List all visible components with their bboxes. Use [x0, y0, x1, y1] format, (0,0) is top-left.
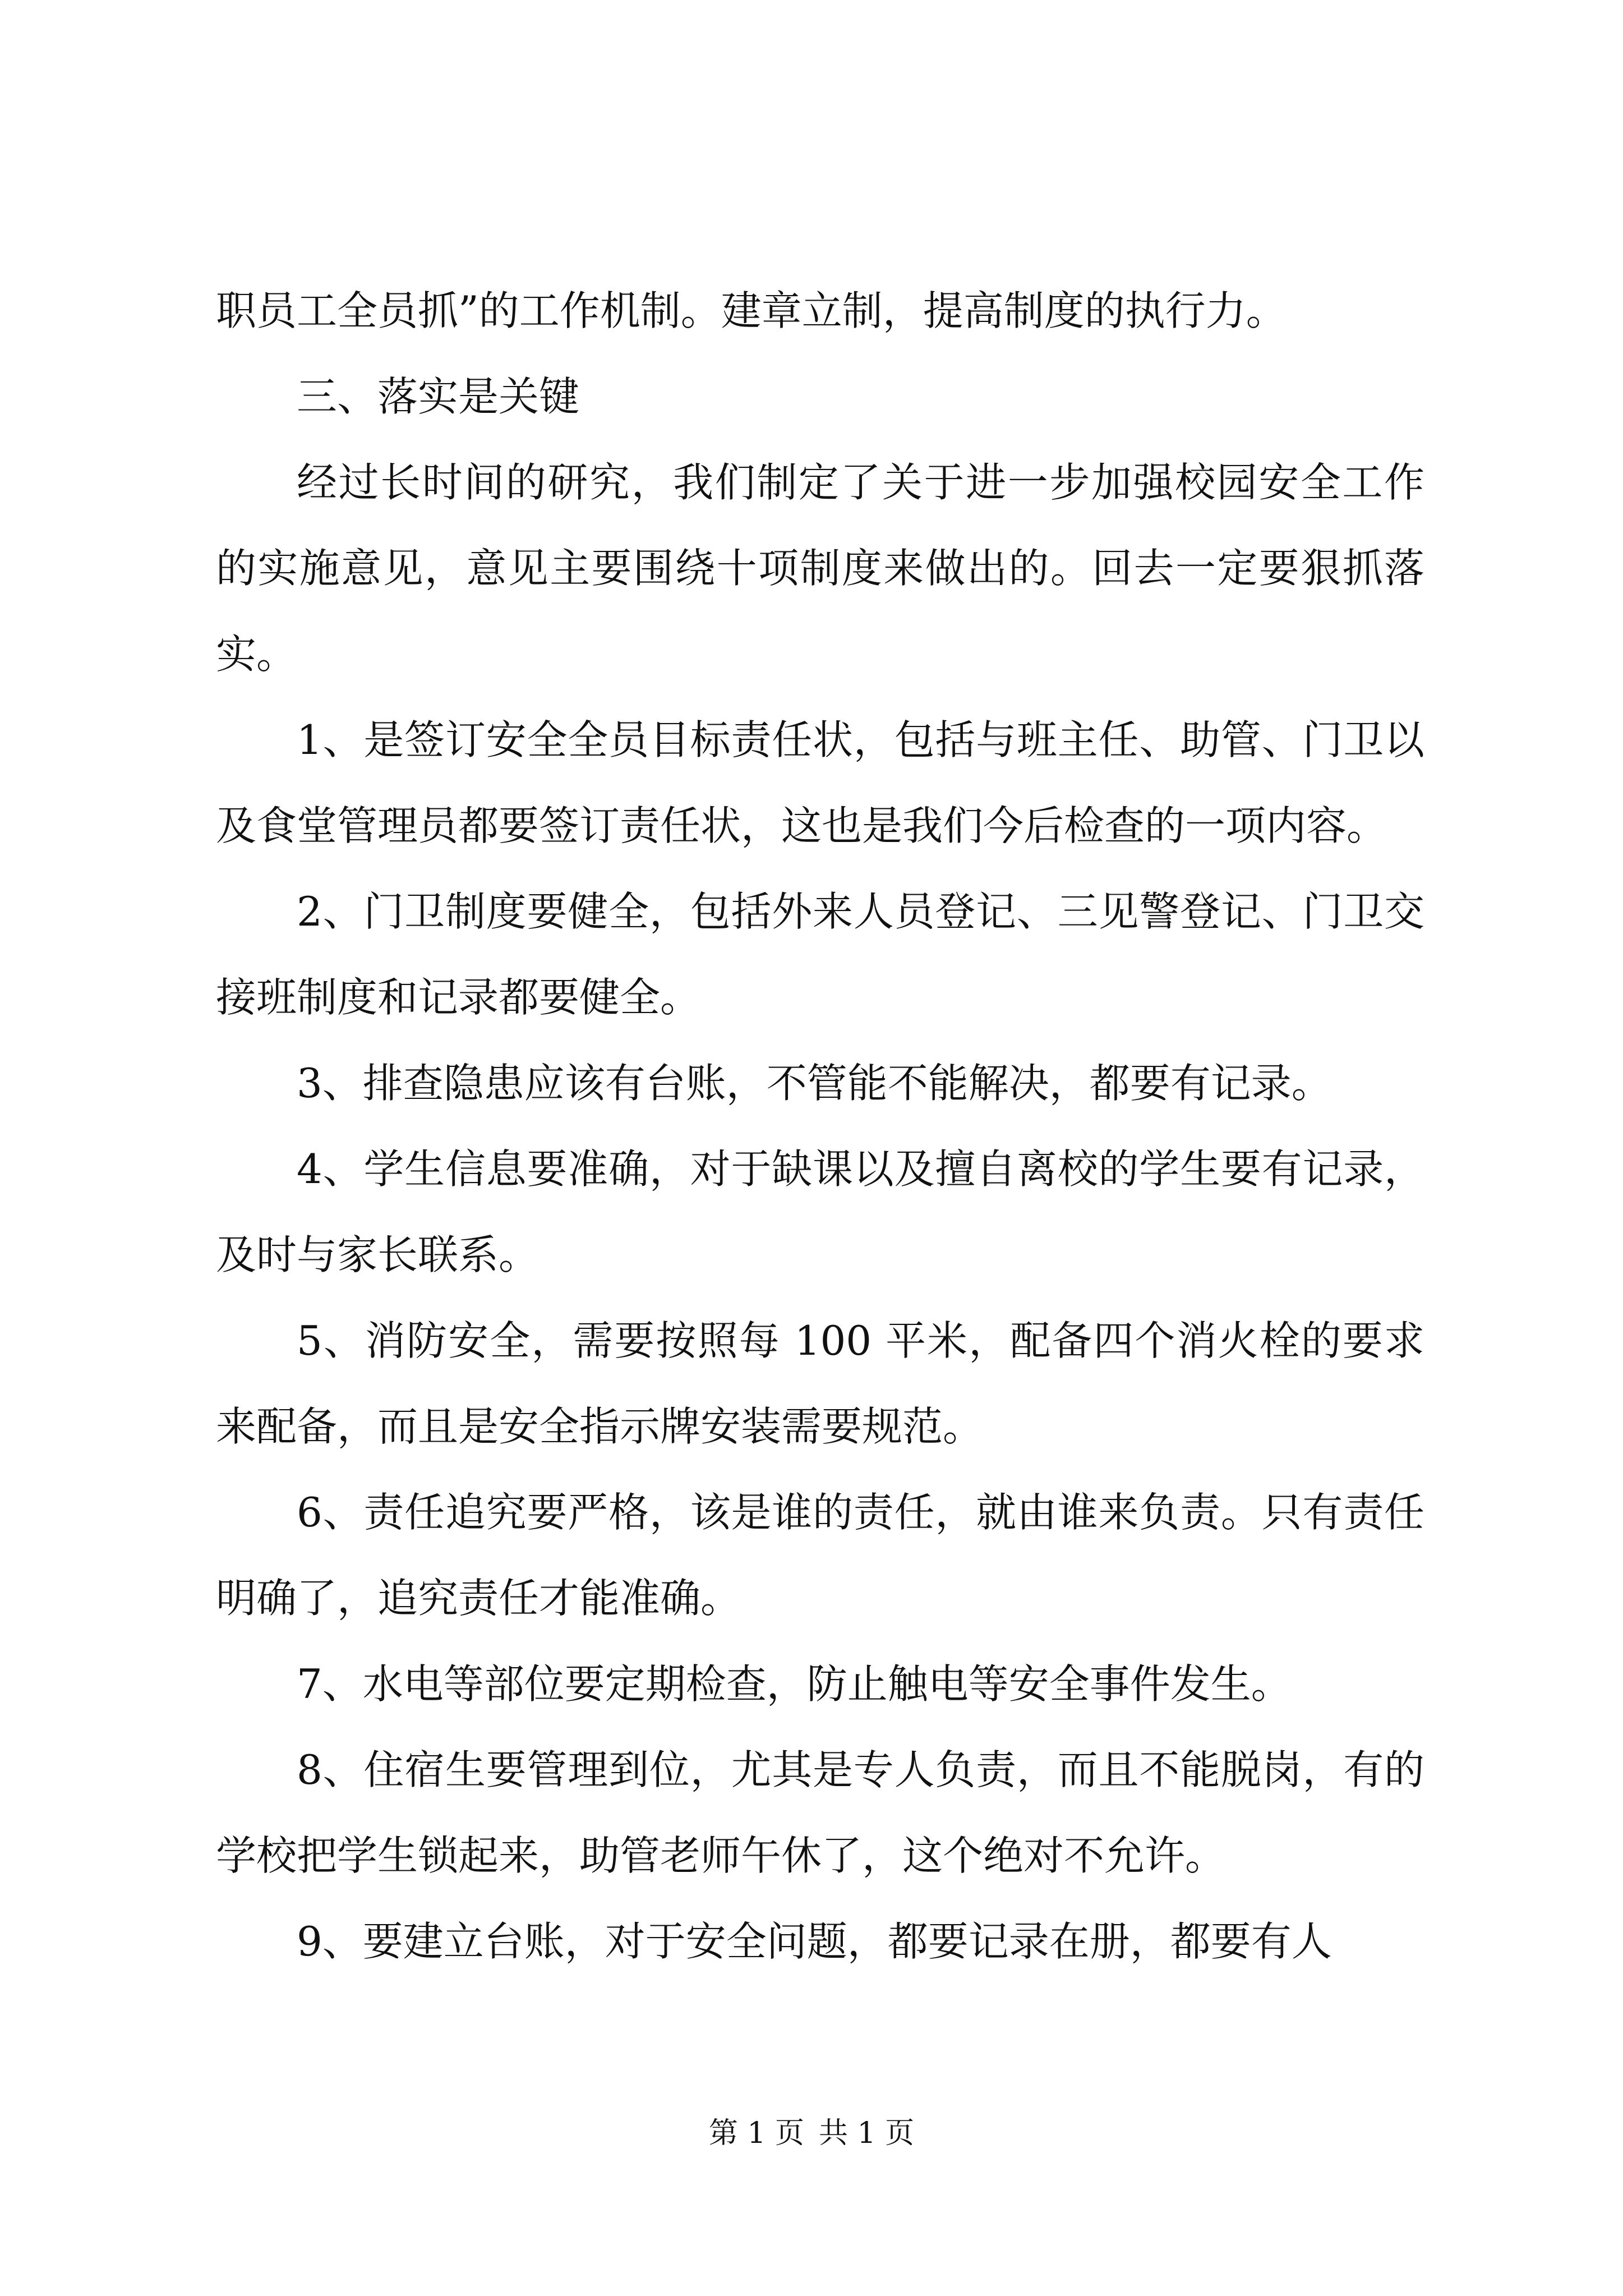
list-item-2: 2、门卫制度要健全，包括外来人员登记、三见警登记、门卫交接班制度和记录都要健全。 [216, 888, 1424, 1021]
list-item-1: 1、是签订安全全员目标责任状，包括与班主任、助管、门卫以及食堂管理员都要签订责任状，这也是我们今后检查的一项内容。 [216, 716, 1424, 849]
list-item-7: 7、水电等部位要定期检查，防止触电等安全事件发生。 [297, 1660, 1292, 1708]
paragraph-intro: 经过长时间的研究，我们制定了关于进一步加强校园安全工作的实施意见，意见主要围绕十项制度来做出的。回去一定要狠抓落实。 [216, 459, 1424, 678]
list-item-4: 4、学生信息要准确，对于缺课以及擅自离校的学生要有记录，及时与家长联系。 [216, 1145, 1424, 1278]
section-heading: 三、落实是关键 [297, 373, 580, 420]
list-item-3: 3、排查隐患应该有台账，不管能不能解决，都要有记录。 [297, 1060, 1332, 1107]
paragraph-continuation: 职员工全员抓”的工作机制。建章立制，提高制度的执行力。 [216, 287, 1287, 334]
list-item-5: 5、消防安全，需要按照每 100 平米，配备四个消火栓的要求来配备，而且是安全指示牌安装需要规范。 [216, 1317, 1424, 1450]
list-item-9: 9、要建立台账，对于安全问题，都要记录在册，都要有人 [297, 1918, 1332, 1965]
list-item-8: 8、住宿生要管理到位，尤其是专人负责，而且不能脱岗，有的学校把学生锁起来，助管老师午休了，这个绝对不允许。 [216, 1746, 1424, 1879]
list-item-6: 6、责任追究要严格，该是谁的责任，就由谁来负责。只有责任明确了，追究责任才能准确。 [216, 1489, 1424, 1622]
page-footer [0, 2114, 1623, 2153]
current-page-number: 第 1 页 [708, 2116, 804, 2150]
total-pages: 共 1 页 [819, 2116, 915, 2150]
body-text [216, 268, 1424, 1985]
